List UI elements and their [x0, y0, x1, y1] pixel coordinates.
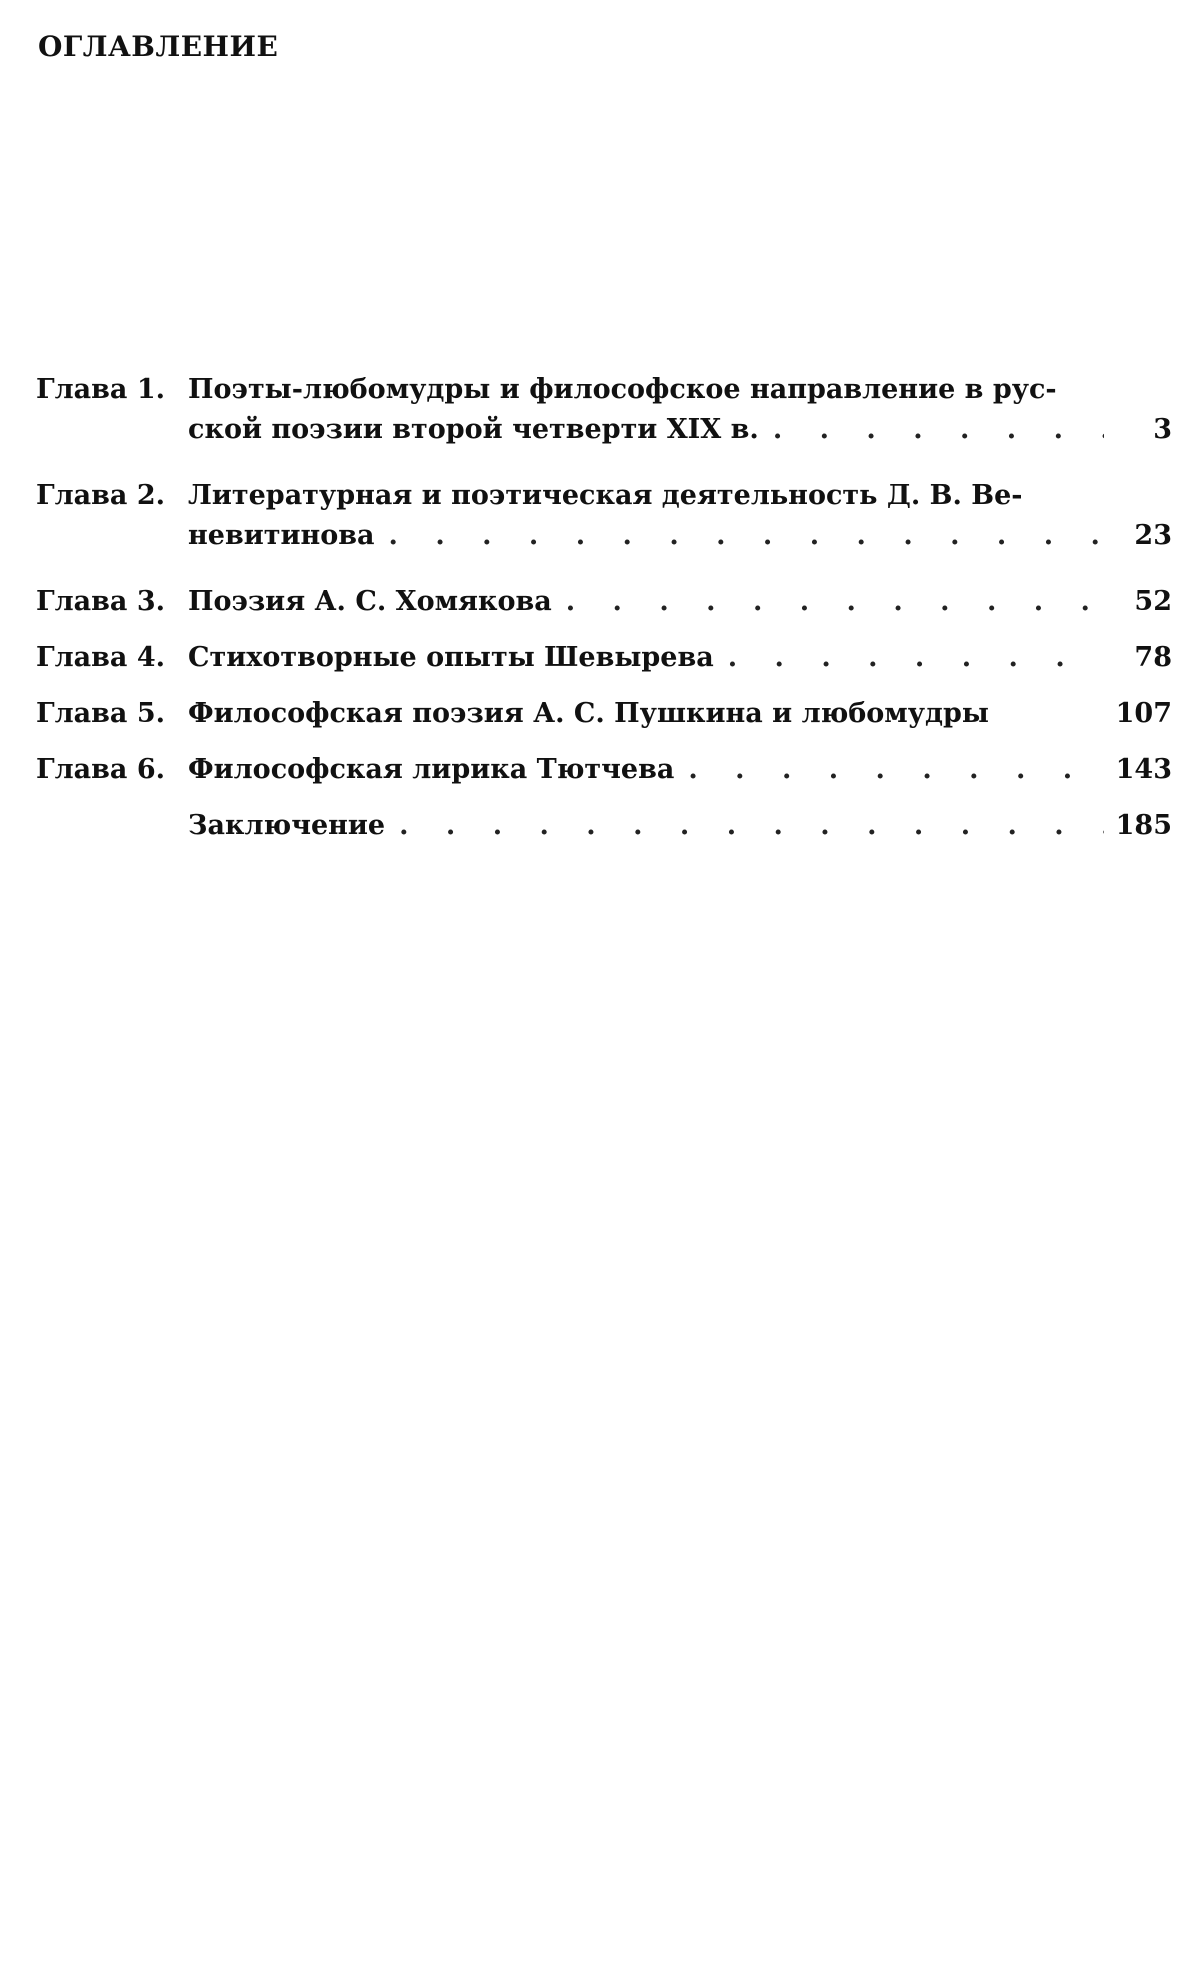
chapter-title: [188, 750, 1108, 790]
dot-leader: [773, 410, 1104, 450]
dot-leader: [399, 806, 1104, 846]
chapter-title-line: невитинова: [188, 520, 375, 551]
chapter-title-line: ской поэзии второй четверти XIX в.: [188, 414, 759, 445]
toc-entry-chapter-6: [36, 750, 1172, 790]
toc-entry-chapter-1: [36, 370, 1172, 450]
chapter-title-line: Поэты-любомудры и философское направление в рус-: [188, 374, 1057, 405]
chapter-label: Глава 2.: [36, 480, 166, 511]
dot-leader: [728, 638, 1104, 678]
dot-leader: [688, 750, 1104, 790]
chapter-title-line: Философская поэзия А. С. Пушкина и любомудры: [188, 698, 989, 729]
toc-entry-conclusion: [36, 806, 1172, 846]
chapter-title-last-line: [188, 582, 1108, 622]
page-number: 3: [1153, 414, 1172, 445]
chapter-label: Глава 5.: [36, 698, 166, 729]
page-number: 78: [1134, 642, 1172, 673]
chapter-title-last-line: [188, 694, 1108, 734]
page-number: 52: [1134, 586, 1172, 617]
toc-entry-chapter-3: [36, 582, 1172, 622]
chapter-title: [188, 582, 1108, 622]
chapter-title-last-line: [188, 806, 1108, 846]
toc-entry-chapter-2: [36, 476, 1172, 556]
chapter-title: [188, 638, 1108, 678]
chapter-title-line: Литературная и поэтическая деятельность Д. В. Ве-: [188, 480, 1023, 511]
page-number: 23: [1134, 520, 1172, 551]
chapter-title-last-line: [188, 638, 1108, 678]
chapter-title-last-line: [188, 516, 1108, 556]
dot-leader: [566, 582, 1104, 622]
chapter-title-line: Заключение: [188, 810, 386, 841]
chapter-title-line: Философская лирика Тютчева: [188, 754, 675, 785]
chapter-title: [188, 694, 1108, 734]
chapter-title: [188, 370, 1108, 450]
toc-entry-chapter-5: [36, 694, 1172, 734]
chapter-title-line: Поэзия А. С. Хомякова: [188, 586, 552, 617]
table-of-contents: [36, 370, 1172, 846]
chapter-label: Глава 4.: [36, 642, 166, 673]
chapter-title: [188, 476, 1108, 556]
chapter-title: [188, 806, 1108, 846]
page-number: 143: [1115, 754, 1172, 785]
dot-leader: [389, 516, 1104, 556]
page-number: 107: [1115, 698, 1172, 729]
page-title: ОГЛАВЛЕНИЕ: [38, 30, 279, 63]
toc-entry-chapter-4: [36, 638, 1172, 678]
chapter-title-line: Стихотворные опыты Шевырева: [188, 642, 714, 673]
chapter-label: Глава 6.: [36, 754, 166, 785]
chapter-title-last-line: [188, 750, 1108, 790]
chapter-title-last-line: [188, 410, 1108, 450]
chapter-label: Глава 1.: [36, 374, 166, 405]
chapter-label: Глава 3.: [36, 586, 166, 617]
page-number: 185: [1115, 810, 1172, 841]
